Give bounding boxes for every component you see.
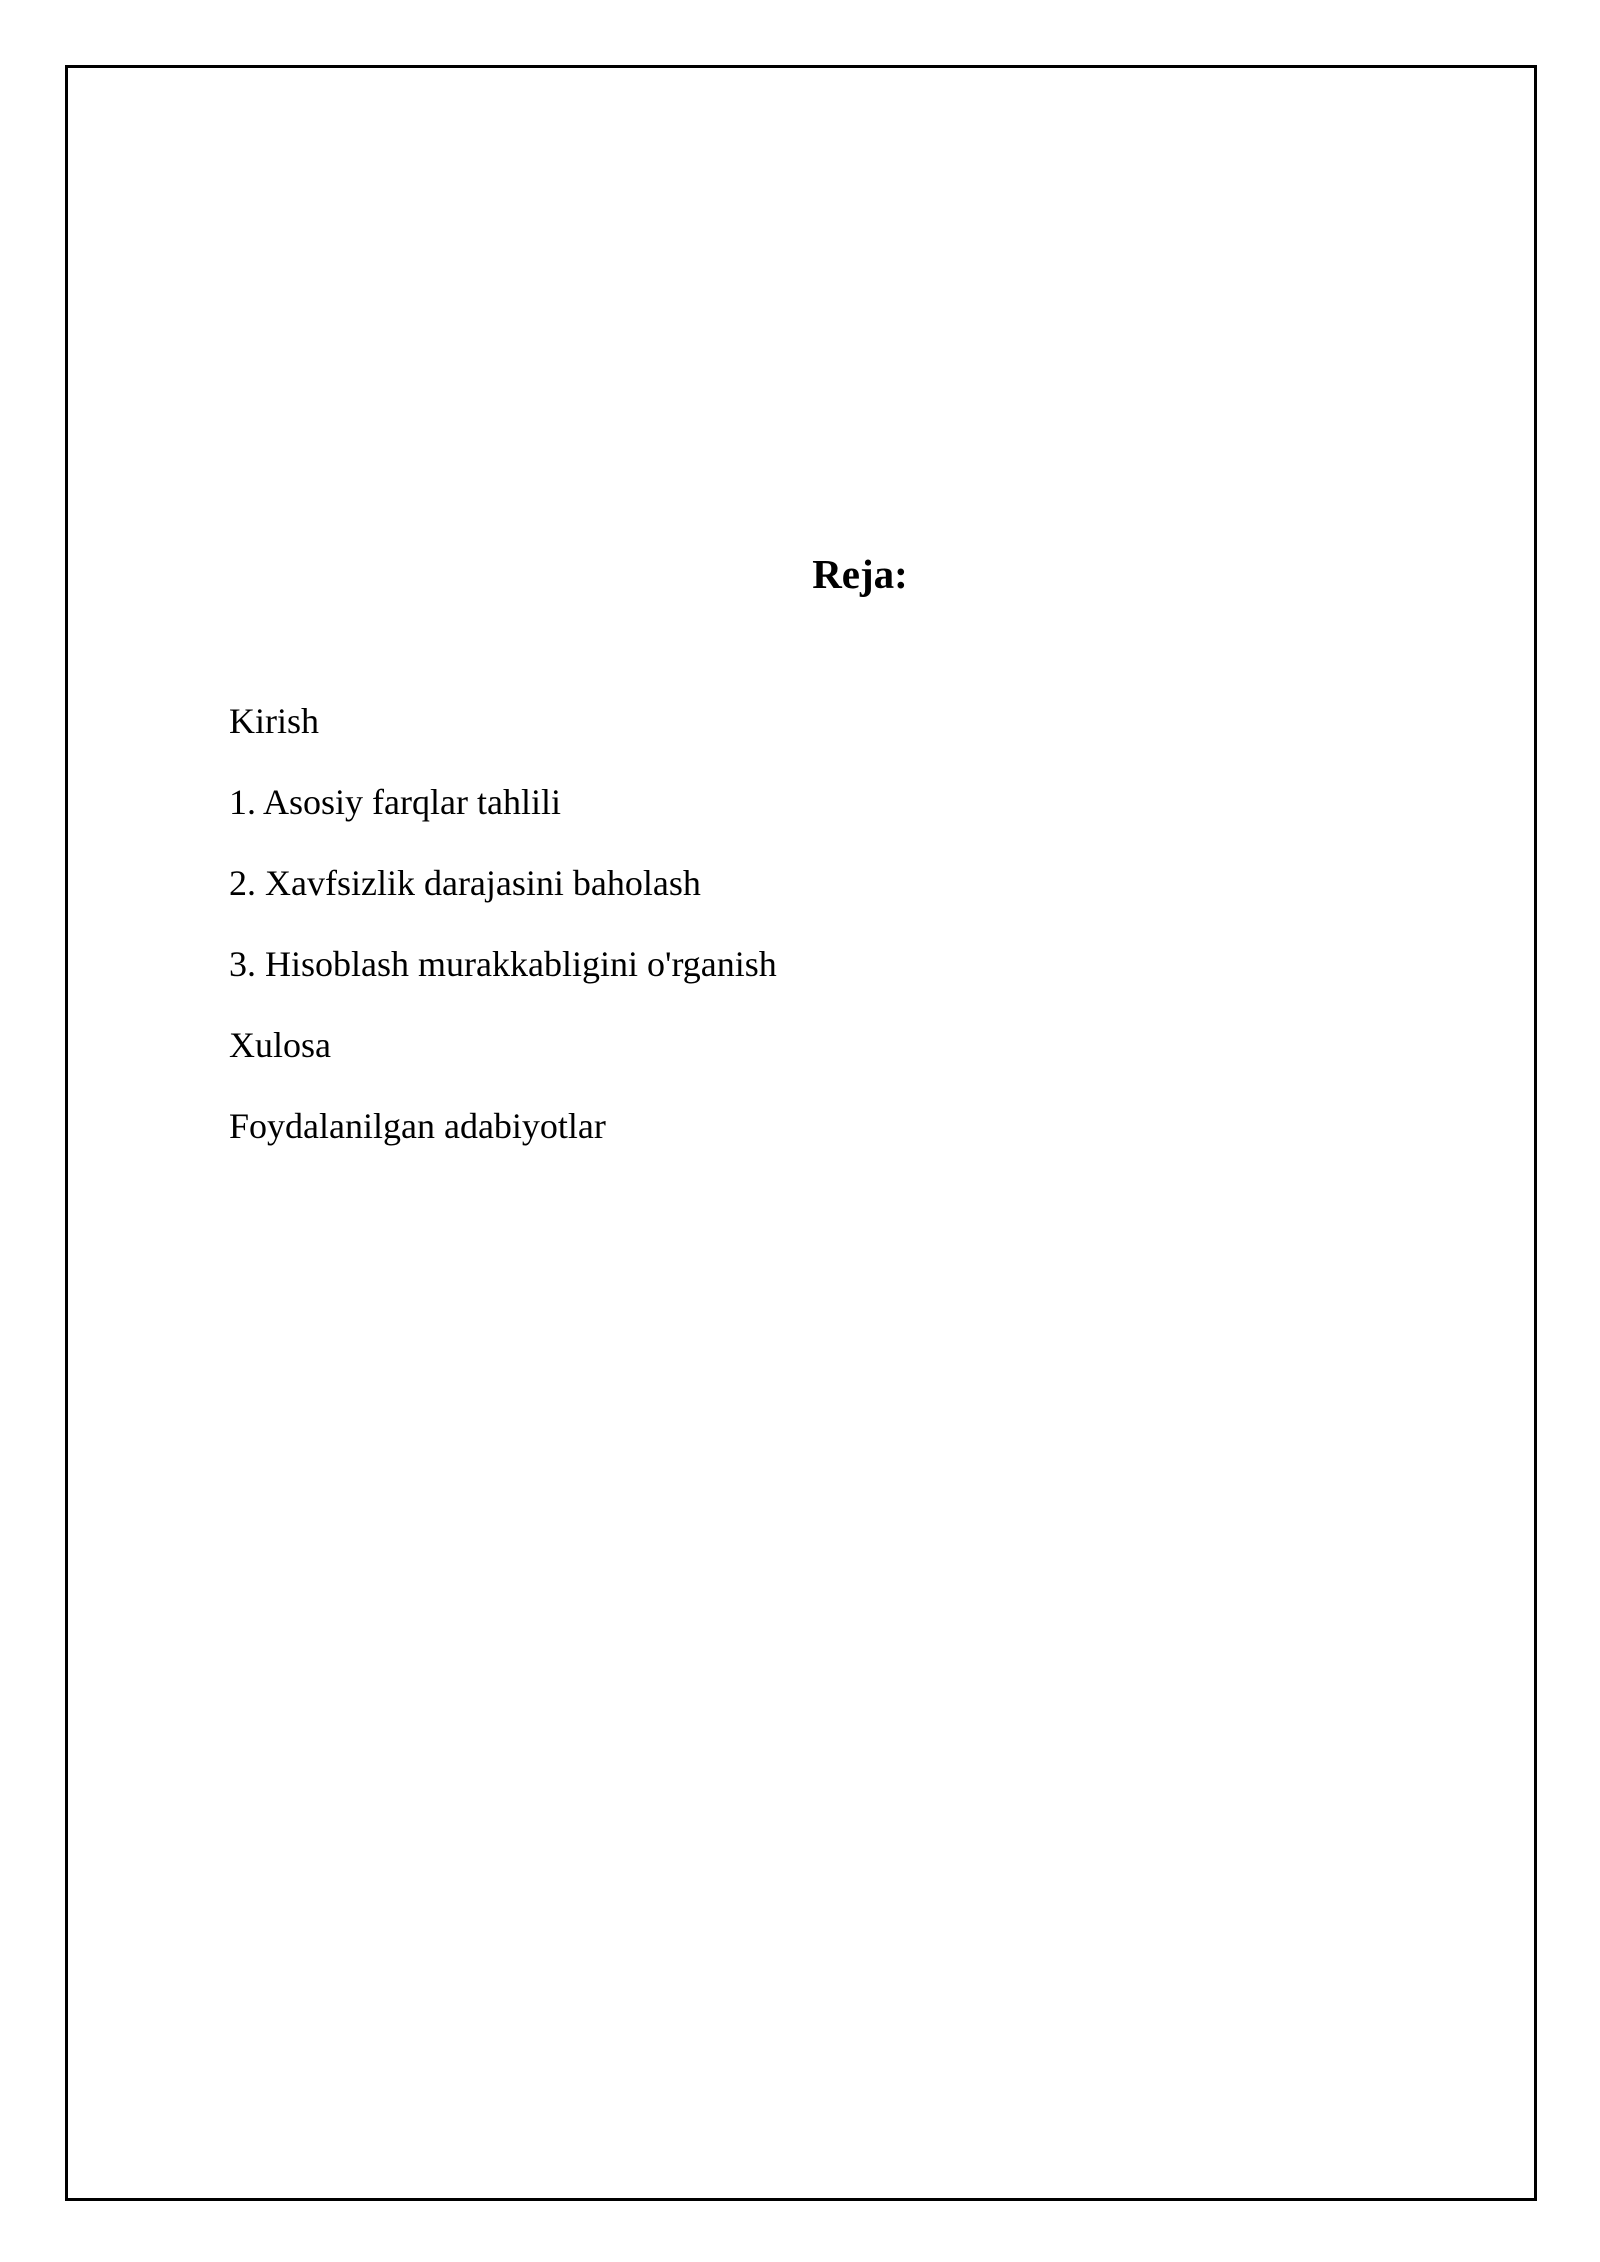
plan-item-section-1: 1. Asosiy farqlar tahlili — [229, 782, 561, 822]
plan-list — [229, 700, 777, 1186]
plan-item-section-2: 2. Xavfsizlik darajasini baholash — [229, 863, 701, 903]
plan-item-references: Foydalanilgan adabiyotlar — [229, 1106, 606, 1146]
plan-item-introduction: Kirish — [229, 701, 319, 741]
plan-item-conclusion: Xulosa — [229, 1025, 331, 1065]
plan-title: Reja: — [812, 551, 908, 597]
plan-item-section-3: 3. Hisoblash murakkabligini o'rganish — [229, 944, 777, 984]
